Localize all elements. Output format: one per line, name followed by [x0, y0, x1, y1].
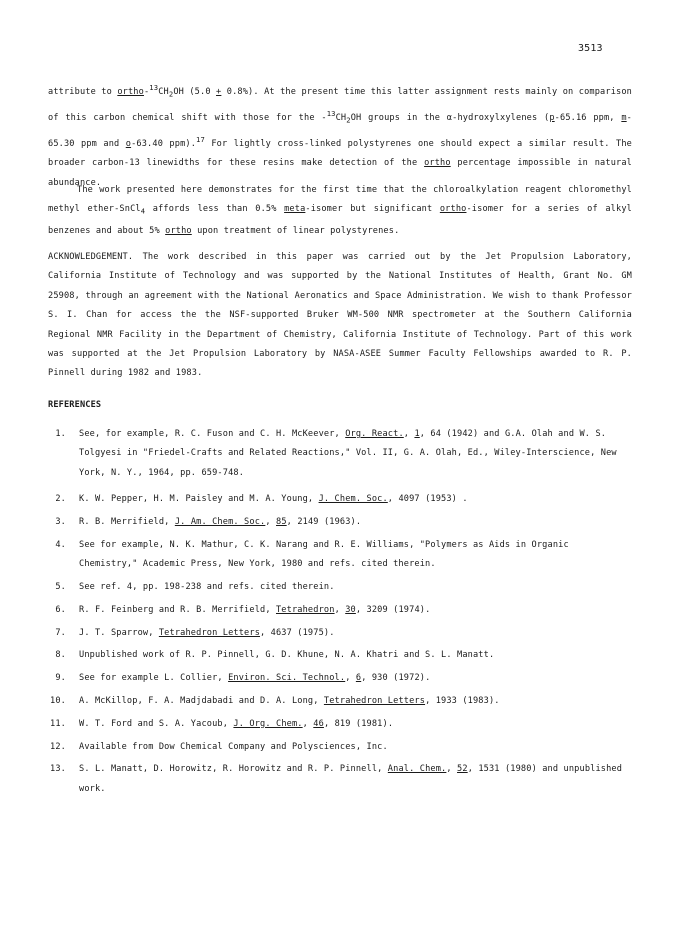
- reference-item: 4. See for example, N. K. Mathur, C. K. Narang and R. E. Williams, "Polymers as Aids in Organic Chemistry," Academic Press, New York, 1980 and refs. cited therein.: [48, 536, 632, 575]
- reference-item: 2. K. W. Pepper, H. M. Paisley and M. A. Young, J. Chem. Soc., 4097 (1953) .: [48, 490, 632, 509]
- reference-item: 9. See for example L. Collier, Environ. Sci. Technol., 6, 930 (1972).: [48, 669, 632, 688]
- reference-item: 1. See, for example, R. C. Fuson and C. H. McKeever, Org. React., 1, 64 (1942) and G.A. Olah and W. S. Tolgyesi in "Friedel-Crafts and Related Reactions," Vol. II, G. A. Olah, Ed., Wiley-Interscience, New York, N. Y., 1964, pp. 659-748.: [48, 425, 632, 483]
- page-number: 3513: [578, 43, 603, 54]
- reference-item: 13. S. L. Manatt, D. Horowitz, R. Horowitz and R. P. Pinnell, Anal. Chem., 52, 1531 (1980) and unpublished work.: [48, 760, 632, 799]
- reference-number: 2.: [55, 494, 66, 505]
- reference-number: 7.: [55, 627, 66, 638]
- paragraph-2: The work presented here demonstrates for the first time that the chloroalkylation reagent chloromethyl methyl ether-SnCl$_4$ affords less than 0.5% meta-isomer but significant ortho-isomer for a series of alkyl benzenes and about 5% ortho upon treatment of linear polystyrenes.: [48, 185, 632, 236]
- reference-item: 6. R. F. Feinberg and R. B. Merrifield, Tetrahedron, 30, 3209 (1974).: [48, 601, 632, 620]
- reference-item: 3. R. B. Merrifield, J. Am. Chem. Soc., 85, 2149 (1963).: [48, 513, 632, 532]
- reference-number: 10.: [50, 696, 66, 706]
- reference-item: 12. Available from Dow Chemical Company and Polysciences, Inc.: [48, 738, 632, 757]
- paragraph-1: attribute to ortho-$^{13}CH_2OH$ (5.0 + 0.8%). At the present time this latter assignment rests mainly on comparison of this carbon chemical shift with those for the $-^{13}CH_2OH$ groups in the α-hydroxylxylenes (p-65.16 ppm, m-65.30 ppm and o-63.40 ppm).$^{17}$ For lightly cross-linked polystyrenes one should expect a similar result. The broader carbon-13 linewidths for these resins make detection of the ortho percentage impossible in natural abundance.: [48, 83, 632, 188]
- reference-number: 6.: [55, 604, 66, 615]
- reference-number: 4.: [55, 539, 66, 550]
- reference-number: 12.: [50, 741, 66, 752]
- reference-number: 13.: [50, 764, 66, 775]
- reference-number: 11.: [50, 718, 66, 729]
- reference-number: 8.: [55, 650, 66, 661]
- reference-list: [48, 425, 632, 803]
- reference-item: 5. See ref. 4, pp. 198-238 and refs. cited therein.: [48, 578, 632, 597]
- reference-number: 5.: [55, 582, 66, 593]
- reference-item: 10. A. McKillop, F. A. Madjdabadi and D. A. Long, Tetrahedron Letters, 1933 (1983).: [48, 692, 632, 711]
- reference-number: 3.: [55, 517, 66, 528]
- reference-item: 8. Unpublished work of R. P. Pinnell, G. D. Khune, N. A. Khatri and S. L. Manatt.: [48, 646, 632, 665]
- reference-item: 7. J. T. Sparrow, Tetrahedron Letters, 4637 (1975).: [48, 624, 632, 643]
- reference-number: 9.: [55, 673, 66, 684]
- references-heading: REFERENCES: [48, 400, 102, 410]
- reference-item: 11. W. T. Ford and S. A. Yacoub, J. Org. Chem., 46, 819 (1981).: [48, 715, 632, 734]
- acknowledgement-paragraph: ACKNOWLEDGEMENT. The work described in this paper was carried out by the Jet Propulsion Laboratory, California Institute of Technology and was supported by the National Institutes of Health, Grant No. GM 25908, through an agreement with the National Aeronatics and Space Administration. We wish to thank Professor S. I. Chan for access the the NSF-supported Bruker WM-500 NMR spectrometer at the Southern California Regional NMR Facility in the Department of Chemistry, California Institute of Technology. Part of this work was supported at the Jet Propulsion Laboratory by NASA-ASEE Summer Faculty Fellowships awarded to R. P. Pinnell during 1982 and 1983.: [48, 252, 632, 379]
- reference-number: 1.: [55, 429, 66, 439]
